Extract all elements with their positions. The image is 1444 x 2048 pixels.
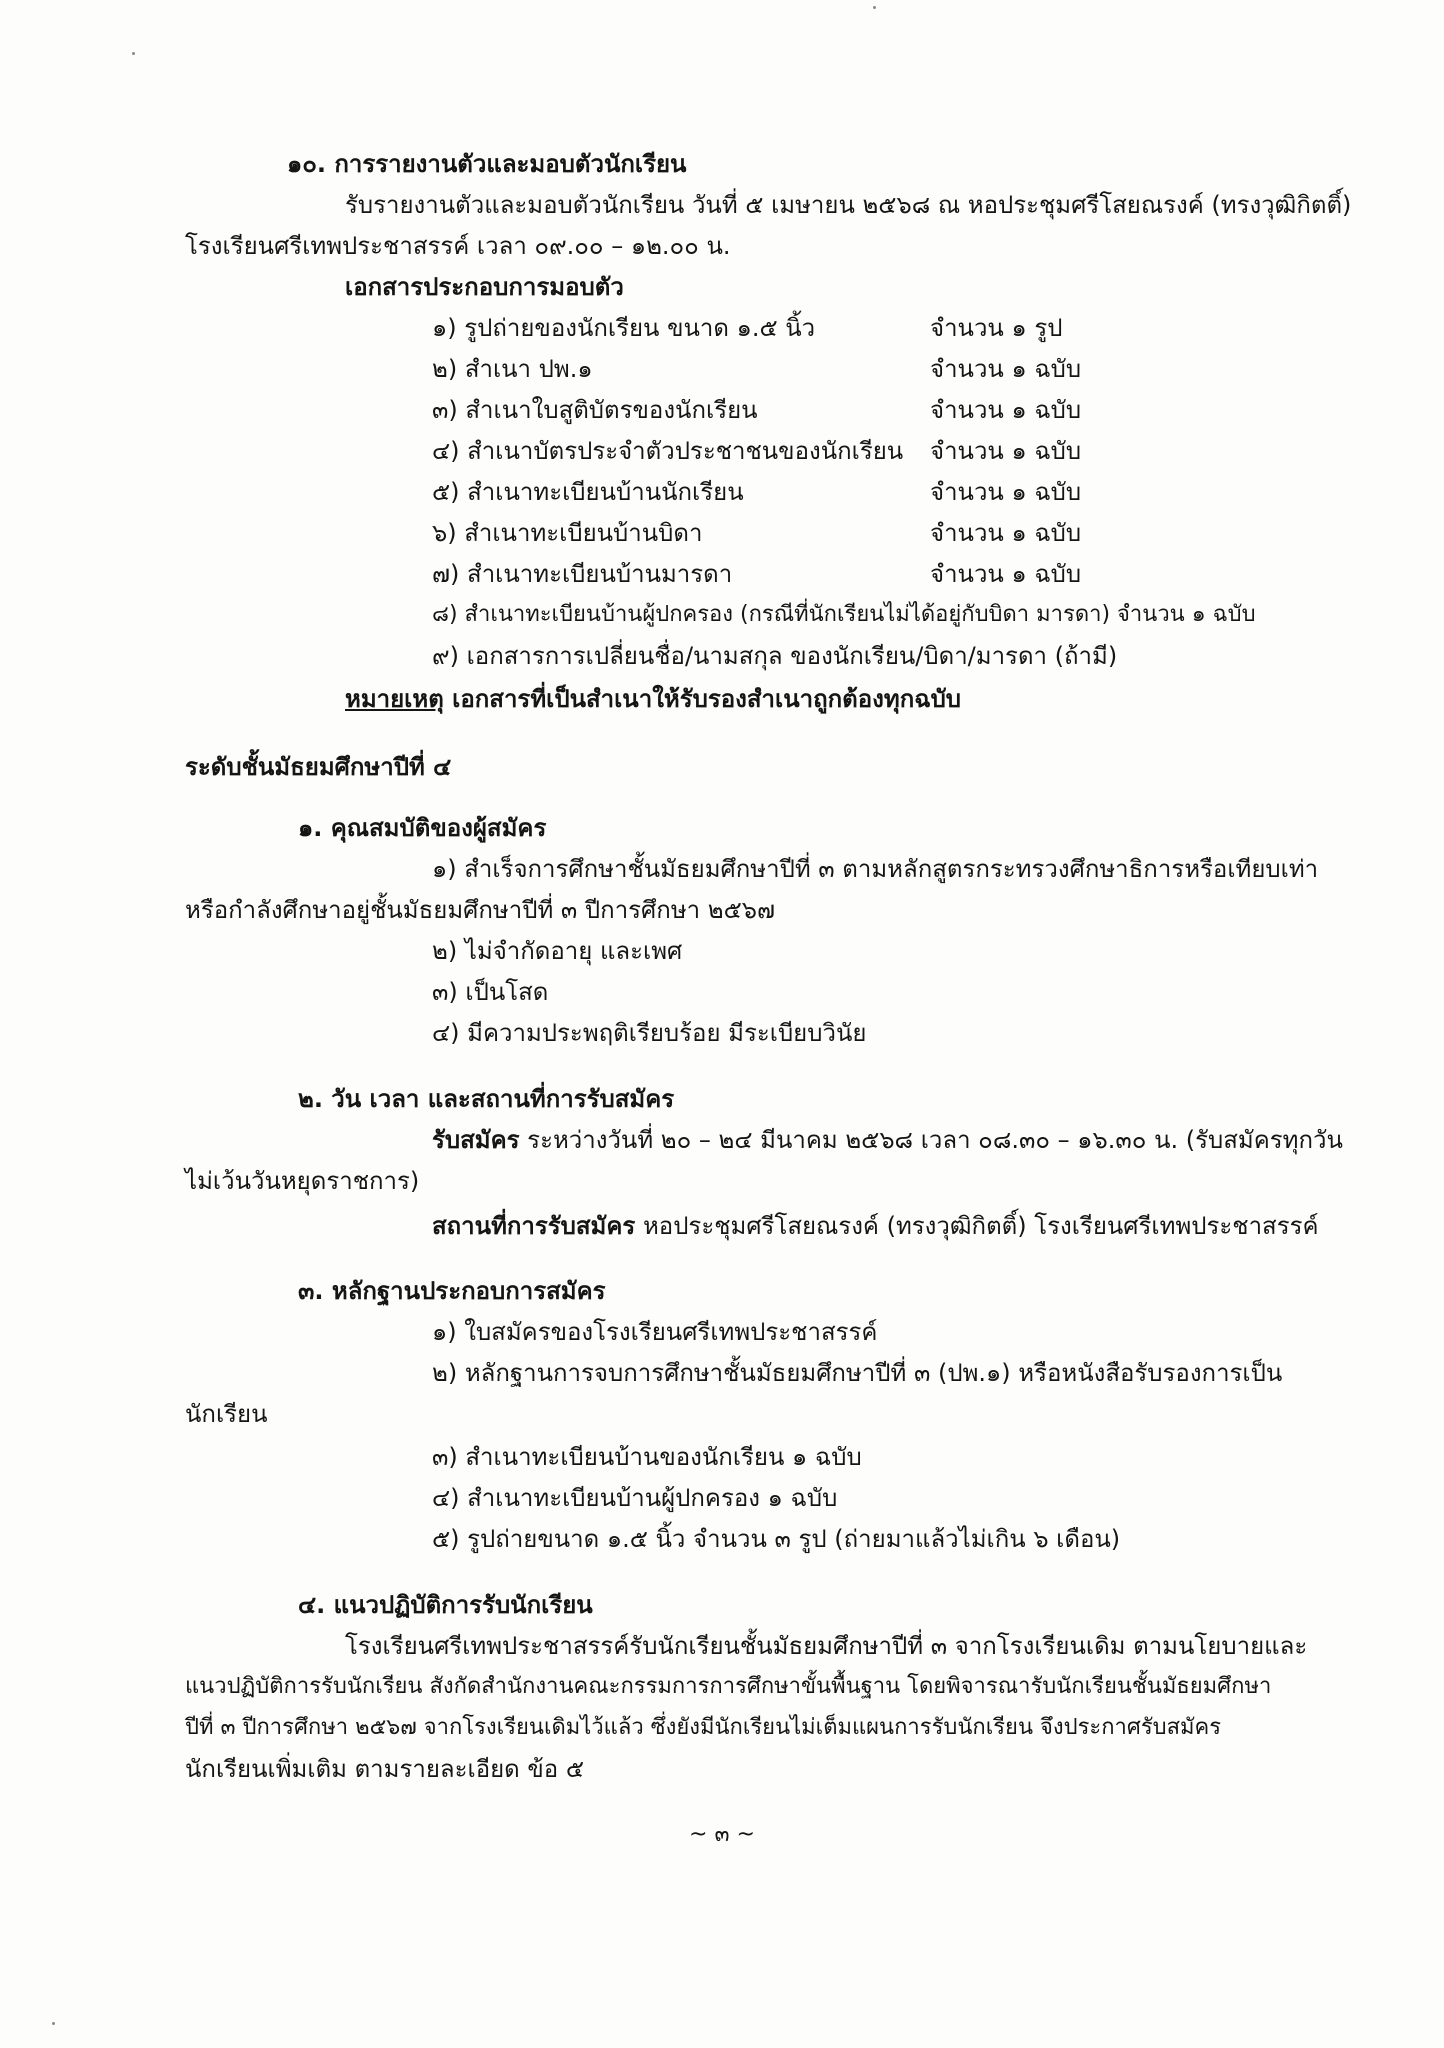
q1-item-4: ๔) มีความประพฤติเรียบร้อย มีระเบียบวินัย <box>432 1019 867 1047</box>
scan-speck <box>52 2022 55 2025</box>
q2-apply-cont: ไม่เว้นวันหยุดราชการ) <box>185 1167 420 1195</box>
q4-paragraph-line: ปีที่ ๓ ปีการศึกษา ๒๕๖๗ จากโรงเรียนเดิมไว้แล้ว ซึ่งยังมีนักเรียนไม่เต็มแผนการรับนักเรียน จึงประกาศรับสมัคร <box>185 1715 1222 1740</box>
doc-qty: จำนวน ๑ ฉบับ <box>930 355 1082 383</box>
q1-heading: ๑. คุณสมบัติของผู้สมัคร <box>298 814 547 842</box>
doc-qty: จำนวน ๑ ฉบับ <box>930 478 1082 506</box>
page-number: ~ ๓ ~ <box>689 1822 755 1847</box>
q3-item-4: ๔) สำเนาทะเบียนบ้านผู้ปกครอง ๑ ฉบับ <box>432 1484 838 1512</box>
q2-apply-line <box>432 1124 1343 1156</box>
q1-item-1a: ๑) สำเร็จการศึกษาชั้นมัธยมศึกษาปีที่ ๓ ตามหลักสูตรกระทรวงศึกษาธิการหรือเทียบเท่า <box>432 855 1319 883</box>
q1-item-3: ๓) เป็นโสด <box>432 978 549 1006</box>
note-text: เอกสารที่เป็นสำเนาให้รับรองสำเนาถูกต้องทุกฉบับ <box>443 685 962 713</box>
note-line <box>345 683 961 715</box>
doc-qty: จำนวน ๑ รูป <box>930 314 1063 342</box>
doc-item: ๑) รูปถ่ายของนักเรียน ขนาด ๑.๕ นิ้ว <box>432 314 816 342</box>
doc-item-9: ๙) เอกสารการเปลี่ยนชื่อ/นามสกุล ของนักเรียน/บิดา/มารดา (ถ้ามี) <box>432 642 1118 670</box>
q4-paragraph-line: นักเรียนเพิ่มเติม ตามรายละเอียด ข้อ ๕ <box>185 1755 584 1783</box>
q4-paragraph-line: แนวปฏิบัติการรับนักเรียน สังกัดสำนักงานคณะกรรมการการศึกษาขั้นพื้นฐาน โดยพิจารณารับนักเรียนชั้นมัธยมศึกษา <box>185 1674 1272 1699</box>
q3-item-1: ๑) ใบสมัครของโรงเรียนศรีเทพประชาสรรค์ <box>432 1318 878 1346</box>
q2-apply-label: รับสมัคร <box>432 1126 520 1154</box>
section-10-line-2: โรงเรียนศรีเทพประชาสรรค์ เวลา ๐๙.๐๐ – ๑๒.๐๐ น. <box>185 232 731 260</box>
section-10-line-1: รับรายงานตัวและมอบตัวนักเรียน วันที่ ๕ เมษายน ๒๕๖๘ ณ หอประชุมศรีโสยณรงค์ (ทรงวุฒิกิตติ์) <box>345 191 1352 219</box>
q3-item-2b: นักเรียน <box>185 1400 268 1428</box>
q3-item-3: ๓) สำเนาทะเบียนบ้านของนักเรียน ๑ ฉบับ <box>432 1443 862 1471</box>
note-label: หมายเหตุ <box>345 685 444 713</box>
q1-item-2: ๒) ไม่จำกัดอายุ และเพศ <box>432 937 683 965</box>
q2-apply-text: ระหว่างวันที่ ๒๐ – ๒๔ มีนาคม ๒๕๖๘ เวลา ๐๘.๓๐ – ๑๖.๓๐ น. (รับสมัครทุกวัน <box>519 1126 1343 1154</box>
doc-qty: จำนวน ๑ ฉบับ <box>930 560 1082 588</box>
section-10-heading: ๑๐. การรายงานตัวและมอบตัวนักเรียน <box>287 150 687 178</box>
doc-item-8: ๘) สำเนาทะเบียนบ้านผู้ปกครอง (กรณีที่นักเรียนไม่ได้อยู่กับบิดา มารดา) จำนวน ๑ ฉบับ <box>432 602 1256 627</box>
q2-heading: ๒. วัน เวลา และสถานที่การรับสมัคร <box>298 1085 675 1113</box>
doc-qty: จำนวน ๑ ฉบับ <box>930 519 1082 547</box>
level-heading: ระดับชั้นมัธยมศึกษาปีที่ ๔ <box>185 753 452 781</box>
doc-item: ๗) สำเนาทะเบียนบ้านมารดา <box>432 560 733 588</box>
q1-item-1b: หรือกำลังศึกษาอยู่ชั้นมัธยมศึกษาปีที่ ๓ ปีการศึกษา ๒๕๖๗ <box>185 896 776 924</box>
q2-place-label: สถานที่การรับสมัคร <box>432 1212 636 1240</box>
q3-heading: ๓. หลักฐานประกอบการสมัคร <box>298 1277 606 1305</box>
doc-item: ๓) สำเนาใบสูติบัตรของนักเรียน <box>432 396 758 424</box>
doc-item: ๕) สำเนาทะเบียนบ้านนักเรียน <box>432 478 744 506</box>
docs-heading: เอกสารประกอบการมอบตัว <box>345 273 624 301</box>
q2-place-line <box>432 1210 1319 1242</box>
scan-speck <box>132 52 135 55</box>
q3-item-5: ๕) รูปถ่ายขนาด ๑.๕ นิ้ว จำนวน ๓ รูป (ถ่ายมาแล้วไม่เกิน ๖ เดือน) <box>432 1525 1121 1553</box>
scan-speck <box>873 6 876 9</box>
q4-paragraph-line: โรงเรียนศรีเทพประชาสรรค์รับนักเรียนชั้นมัธยมศึกษาปีที่ ๓ จากโรงเรียนเดิม ตามนโยบายและ <box>345 1632 1308 1660</box>
doc-item: ๔) สำเนาบัตรประจำตัวประชาชนของนักเรียน <box>432 437 904 465</box>
q4-heading: ๔. แนวปฏิบัติการรับนักเรียน <box>298 1591 593 1619</box>
doc-qty: จำนวน ๑ ฉบับ <box>930 396 1082 424</box>
doc-item: ๖) สำเนาทะเบียนบ้านบิดา <box>432 519 703 547</box>
doc-qty: จำนวน ๑ ฉบับ <box>930 437 1082 465</box>
q2-place-text: หอประชุมศรีโสยณรงค์ (ทรงวุฒิกิตติ์) โรงเรียนศรีเทพประชาสรรค์ <box>635 1212 1319 1240</box>
q3-item-2a: ๒) หลักฐานการจบการศึกษาชั้นมัธยมศึกษาปีที่ ๓ (ปพ.๑) หรือหนังสือรับรองการเป็น <box>432 1359 1283 1387</box>
doc-item: ๒) สำเนา ปพ.๑ <box>432 355 593 383</box>
